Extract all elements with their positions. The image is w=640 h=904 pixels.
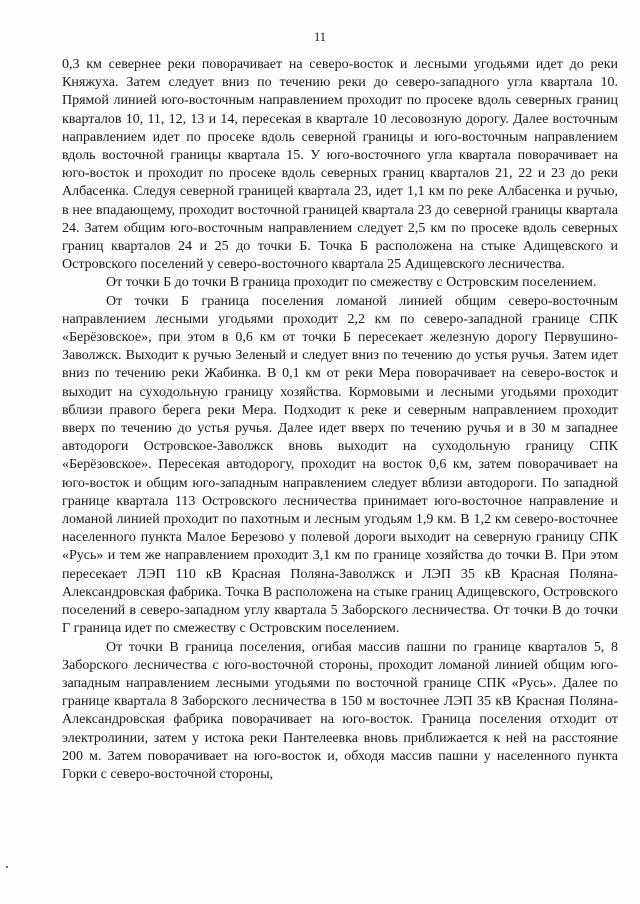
paragraph: 0,3 км севернее реки поворачивает на северо-восток и лесными угодьями идет до реки Княжуха. Затем следует вниз по течению реки до северо-западного угла квартала 10. Прямой линией юго-восточным направлением проходит по просеке вдоль северных границ кварталов 10, 11, 12, 13 и 14, пересекая в квартале 10 лесовозную дорогу. Далее восточным направлением идет по просеке вдоль северной границы и юго-восточным направлением вдоль восточной границы квартала 15. У юго-восточного угла квартала поворачивает на юго-восток и проходит по просеке вдоль северных границ кварталов 21, 22 и 23 до реки Албасенка. Следуя северной границей квартала 23, идет 1,1 км по реке Албасенка и ручью, в нее впадающему, проходит восточной границей квартала 23 до северной границы квартала 24. Затем общим юго-восточным направлением следует 2,5 км по просеке вдоль северных границ кварталов 24 и 25 до точки Б. Точка Б расположена на стыке Адищевского и Островского поселений у северо-восточного квартала 25 Адищевского лесничества. [62,57,618,273]
paragraph: От точки Б граница поселения ломаной линией общим северо-восточным направлением лесными угодьями проходит 2,2 км по северо-западной границе СПК «Берёзовское», при этом в 0,6 км от точки Б пересекает железную дорогу Первушино-Заволжск. Выходит к ручью Зеленый и следует вниз по течению до устья ручья. Затем идет вниз по течению реки Жабинка. В 0,1 км от реки Мера поворачивает на северо-восток и выходит на суходольную границу хозяйства. Кормовыми и лесными угодьями проходит вблизи правого берега реки Мера. Подходит к реке и северным направлением проходит вверх по течению до устья ручья. Далее идет вверх по течению ручья и в 30 м западнее автодороги Островское-Заволжск вновь выходит на суходольную границу СПК «Берёзовское». Пересекая автодорогу, проходит на восток 0,6 км, затем поворачивает на юго-восток и общим юго-западным направлением следует вблизи автодороги. По западной границе квартала 113 Островского лесничества принимает юго-восточное направление и ломаной линией проходит по пахотным и лесным угодьям 1,9 км. В 1,2 км северо-восточнее населенного пункта Малое Березово у полевой дороги выходит на северную границу СПК «Русь» и тем же направлением проходит 3,1 км по границе хозяйства до точки В. При этом пересекает ЛЭП 110 кВ Красная Поляна-Заволжск и ЛЭП 35 кВ Красная Поляна-Александровская фабрика. Точка В расположена на стыке границ Адищевского, Островского поселений в северо-западном углу квартала 5 Заборского лесничества. От точки В до точки Г граница идет по смежеству с Островским поселением. [62,293,618,637]
paragraph: От точки В граница поселения, огибая массив пашни по границе кварталов 5, 8 Заборского лесничества с юго-восточной стороны, проходит ломаной линией общим юго-западным направлением лесными угодьями по восточной границе СПК «Русь». Далее по границе квартала 8 Заборского лесничества в 150 м восточнее ЛЭП 35 кВ Красная Поляна-Александровская фабрика поворачивает на юго-восток. Граница поселения отходит от электролинии, затем у истока реки Пантелеевка вновь приближается к ней на расстояние 200 м. Затем поворачивает на юго-восток и, обходя массив пашни у населенного пункта Горки с северо-восточной стороны, [62,639,618,782]
paragraph: От точки Б до точки В граница проходит по смежеству с Островским поселением. [106,275,597,291]
page-number: 11 [313,30,327,44]
scan-speck [6,866,8,868]
document-body [62,56,618,784]
